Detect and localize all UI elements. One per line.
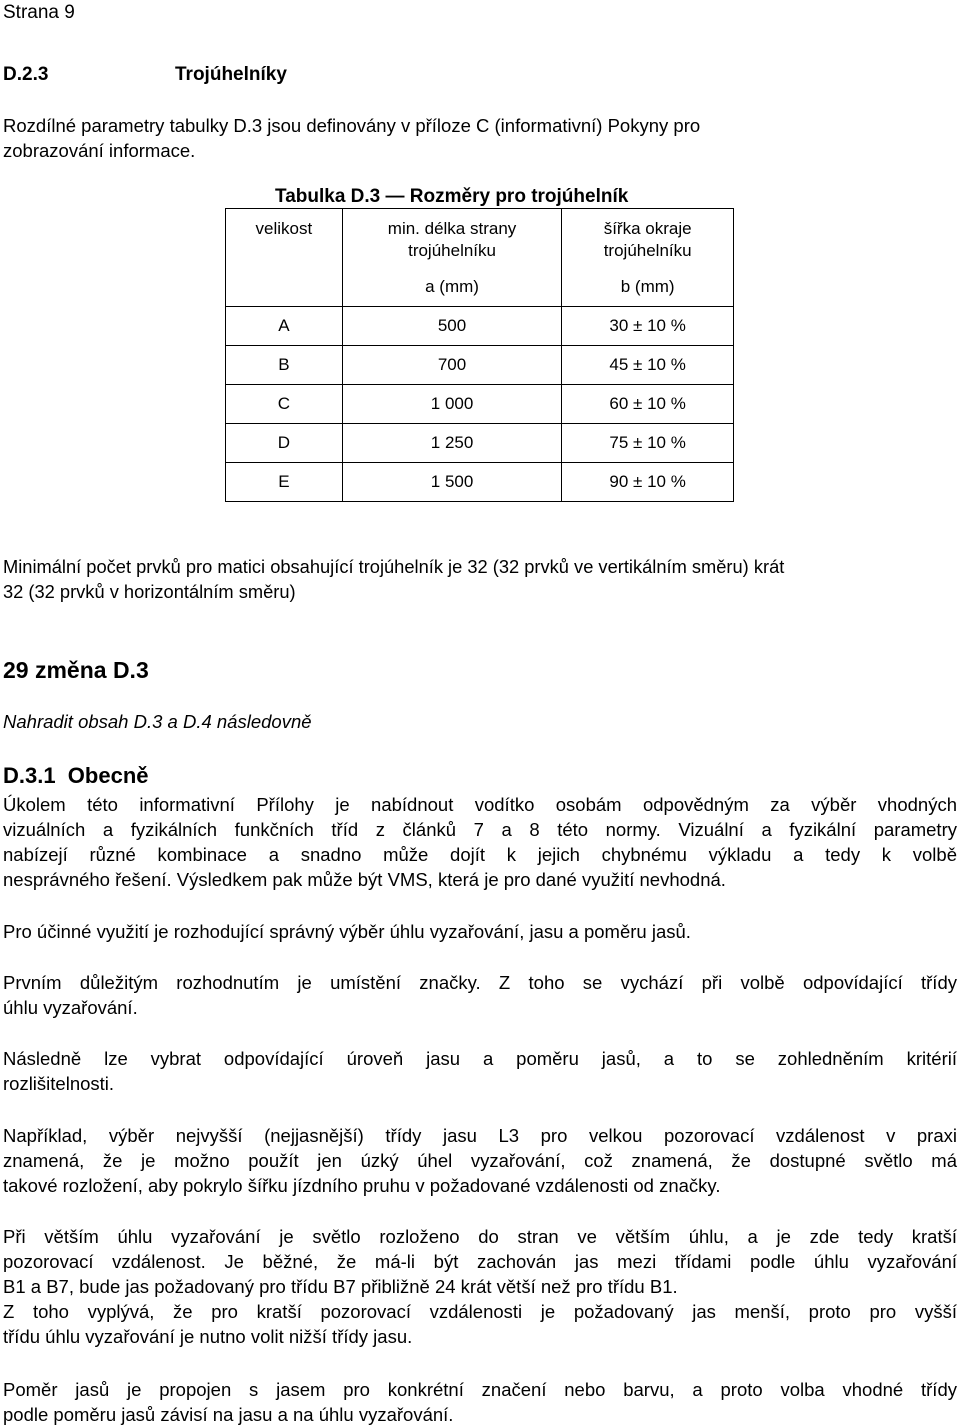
- text-line: pozorovací vzdálenost. Je běžné, že má-li být zachován jas mezi třídami podle úhlu vyzařování: [3, 1251, 957, 1272]
- text-line: rozlišitelnosti.: [3, 1073, 115, 1094]
- header-col-b: [562, 209, 734, 269]
- text-line: úhlu vyzařování.: [3, 997, 138, 1018]
- row-size: D: [226, 424, 343, 463]
- row-size: E: [226, 463, 343, 502]
- text-line: B1 a B7, bude jas požadovaný pro třídu B7 přibližně 24 krát větší než pro třídu B1.: [3, 1276, 678, 1297]
- page-label: Strana 9: [3, 2, 75, 23]
- intro-line-1: Rozdílné parametry tabulky D.3 jsou definovány v příloze C (informativní) Pokyny pro: [3, 115, 701, 136]
- text-line: nabízejí různé kombinace a snadno může dojít k jejich chybnému výkladu a tedy k volbě: [3, 844, 957, 865]
- amendment-instruction: Nahradit obsah D.3 a D.4 následovně: [3, 711, 312, 732]
- row-b: 45 ± 10 %: [562, 346, 734, 385]
- paragraph-selection: [3, 919, 957, 944]
- table-row: [226, 385, 734, 424]
- subsection-title: D.3.1 Obecně: [3, 763, 149, 788]
- text-line: Prvním důležitým rozhodnutím je umístění značky. Z toho se vychází při volbě odpovídající třídy: [3, 972, 957, 993]
- header-col-b-unit: b (mm): [562, 268, 734, 307]
- header-col-b-line2: trojúhelníku: [603, 241, 692, 260]
- header-col-a-unit: a (mm): [342, 268, 562, 307]
- row-a: 700: [342, 346, 562, 385]
- header-size-blank: [226, 268, 343, 307]
- table-row: [226, 424, 734, 463]
- row-size: B: [226, 346, 343, 385]
- header-col-a-line1: min. délka strany: [387, 219, 517, 238]
- text-line: Poměr jasů je propojen s jasem pro konkrétní značení nebo barvu, a proto volba vhodné třídy: [3, 1379, 957, 1400]
- table-row: [226, 346, 734, 385]
- intro-line-2: zobrazování informace.: [3, 140, 196, 161]
- header-col-a: [342, 209, 562, 269]
- text-line: Při větším úhlu vyzařování je světlo rozloženo do stran ve větším úhlu, a je zde tedy kratší: [3, 1226, 957, 1247]
- text-line: Z toho vyplývá, že pro kratší pozorovací vzdálenosti je požadovaný jas menší, proto pro vyšší: [3, 1301, 957, 1322]
- text-line: vizuálních a fyzikálních funkčních tříd z článků 7 a 8 této normy. Vizuální a fyzikální parametry: [3, 819, 957, 840]
- text-line: takové rozložení, aby pokrylo šířku jízdního pruhu v požadované vzdálenosti od značky.: [3, 1175, 721, 1196]
- paragraph-placement: [3, 970, 957, 1020]
- row-b: 30 ± 10 %: [562, 307, 734, 346]
- text-line: Například, výběr nejvyšší (nejjasnější) třídy jasu L3 pro velkou pozorovací vzdálenost v praxi: [3, 1125, 957, 1146]
- amendment-title: 29 změna D.3: [3, 657, 149, 683]
- table-header-row: [226, 209, 734, 269]
- header-col-b-line1: šířka okraje: [603, 219, 692, 238]
- row-size: A: [226, 307, 343, 346]
- header-size: velikost: [226, 209, 343, 269]
- text-line: nesprávného řešení. Výsledkem pak může být VMS, která je pro dané využití nevhodná.: [3, 869, 726, 890]
- row-b: 90 ± 10 %: [562, 463, 734, 502]
- row-a: 1 250: [342, 424, 562, 463]
- text-line: Následně lze vybrat odpovídající úroveň jasu a poměru jasů, a to se zohledněním kritérií: [3, 1048, 957, 1069]
- text-line: znamená, že je možno použít jen úzký úhel vyzařování, což znamená, že dostupné světlo má: [3, 1150, 957, 1171]
- paragraph-wide-angle: [3, 1224, 957, 1349]
- row-a: 1 000: [342, 385, 562, 424]
- section-title: Trojúhelníky: [175, 64, 287, 85]
- paragraph-luminance: [3, 1046, 957, 1096]
- table-unit-row: [226, 268, 734, 307]
- paragraph-contrast: [3, 1377, 957, 1427]
- min-elements-line-2: 32 (32 prvků v horizontálním směru): [3, 581, 296, 602]
- text-line: Pro účinné využití je rozhodující správný výběr úhlu vyzařování, jasu a poměru jasů.: [3, 921, 691, 942]
- text-line: Úkolem této informativní Přílohy je nabídnout vodítko osobám odpovědným za výběr vhodných: [3, 794, 957, 815]
- table-row: [226, 463, 734, 502]
- row-size: C: [226, 385, 343, 424]
- text-line: podle poměru jasů závisí na jasu a na úhlu vyzařování.: [3, 1404, 454, 1425]
- row-a: 1 500: [342, 463, 562, 502]
- table-row: [226, 307, 734, 346]
- row-b: 75 ± 10 %: [562, 424, 734, 463]
- row-b: 60 ± 10 %: [562, 385, 734, 424]
- paragraph-example: [3, 1123, 957, 1198]
- row-a: 500: [342, 307, 562, 346]
- section-number: D.2.3: [3, 64, 49, 85]
- header-col-a-line2: trojúhelníku: [408, 241, 496, 260]
- paragraph-purpose: [3, 792, 957, 892]
- min-elements-line-1: Minimální počet prvků pro matici obsahující trojúhelník je 32 (32 prvků ve vertikálním směru) krát: [3, 556, 785, 577]
- text-line: třídu úhlu vyzařování je nutno volit nižší třídy jasu.: [3, 1326, 413, 1347]
- dimensions-table: [225, 208, 734, 502]
- table-caption: Tabulka D.3 — Rozměry pro trojúhelník: [275, 186, 629, 207]
